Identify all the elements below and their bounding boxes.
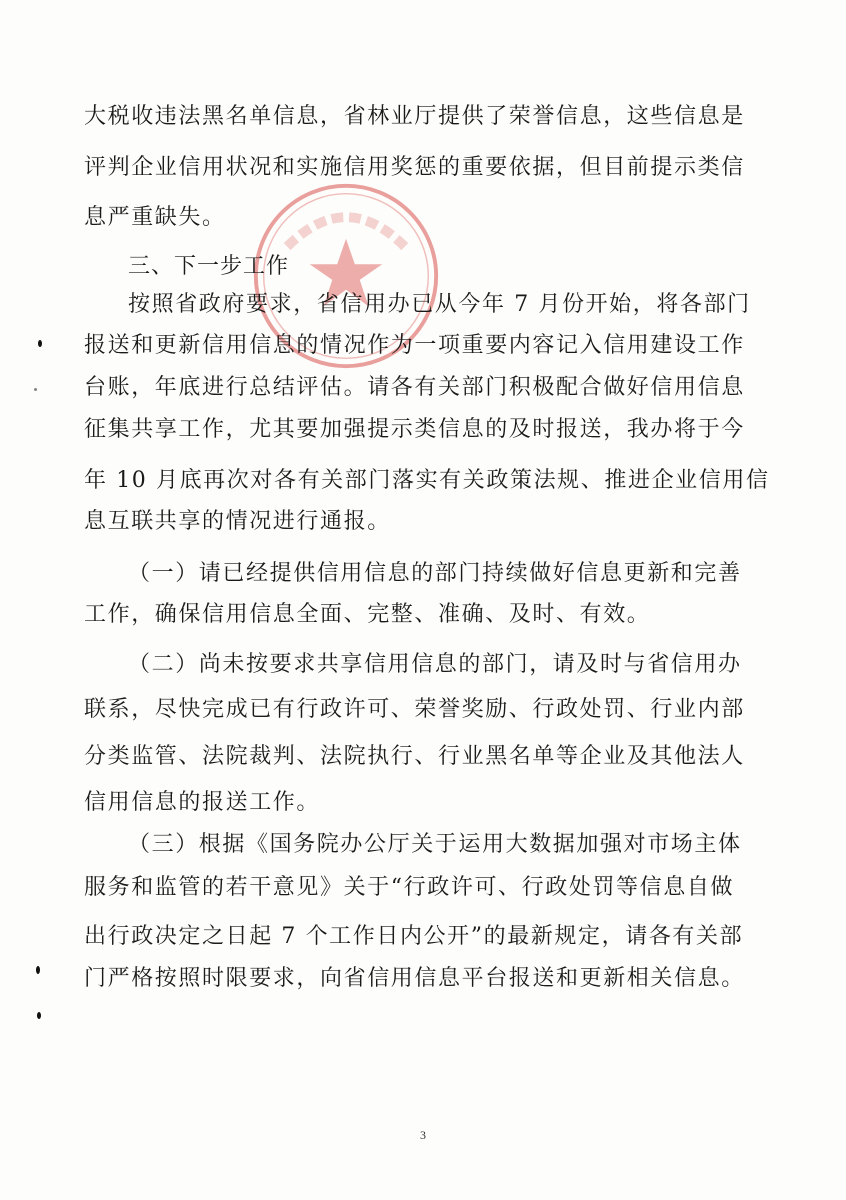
body-line-5: 按照省政府要求，省信用办已从今年 7 月份开始，将各部门 xyxy=(128,292,751,317)
body-line-7: 台账，年底进行总结评估。请各有关部门积极配合做好信用信息 xyxy=(84,375,745,400)
scan-speck xyxy=(38,340,42,347)
section-heading: 三、下一步工作 xyxy=(128,254,290,279)
list-item-1-line-1: （一）请已经提供信用信息的部门持续做好信息更新和完善 xyxy=(128,561,742,586)
body-line-9: 年 10 月底再次对各有关部门落实有关政策法规、推进企业信用信 xyxy=(84,468,770,493)
list-item-2-line-3: 分类监管、法院裁判、法院执行、行业黑名单等企业及其他法人 xyxy=(84,744,745,769)
list-item-1-line-2: 工作，确保信用信息全面、完整、准确、及时、有效。 xyxy=(84,602,651,627)
scan-speck xyxy=(34,388,37,391)
list-item-3-line-1: （三）根据《国务院办公厅关于运用大数据加强对市场主体 xyxy=(128,832,742,857)
list-item-3-line-4: 门严格按照时限要求，向省信用信息平台报送和更新相关信息。 xyxy=(84,966,745,991)
body-line-3: 息严重缺失。 xyxy=(84,205,226,230)
body-line-1: 大税收违法黑名单信息，省林业厅提供了荣誉信息，这些信息是 xyxy=(84,104,745,129)
list-item-3-line-2: 服务和监管的若干意见》关于“行政许可、行政处罚等信息自做 xyxy=(84,875,735,900)
body-line-8: 征集共享工作，尤其要加强提示类信息的及时报送，我办将于今 xyxy=(84,417,745,442)
list-item-3-line-3: 出行政决定之日起 7 个工作日内公开”的最新规定，请各有关部 xyxy=(84,924,744,949)
body-line-10: 息互联共享的情况进行通报。 xyxy=(84,509,391,534)
list-item-2-line-2: 联系，尽快完成已有行政许可、荣誉奖励、行政处罚、行业内部 xyxy=(84,697,745,722)
scan-speck xyxy=(36,966,40,974)
list-item-2-line-4: 信用信息的报送工作。 xyxy=(84,790,321,815)
scan-speck xyxy=(37,1012,41,1019)
body-line-6: 报送和更新信用信息的情况作为一项重要内容记入信用建设工作 xyxy=(84,333,745,358)
list-item-2-line-1: （二）尚未按要求共享信用信息的部门，请及时与省信用办 xyxy=(128,652,742,677)
page-number: 3 xyxy=(420,1128,426,1142)
body-line-2: 评判企业信用状况和实施信用奖惩的重要依据，但目前提示类信 xyxy=(84,155,745,180)
